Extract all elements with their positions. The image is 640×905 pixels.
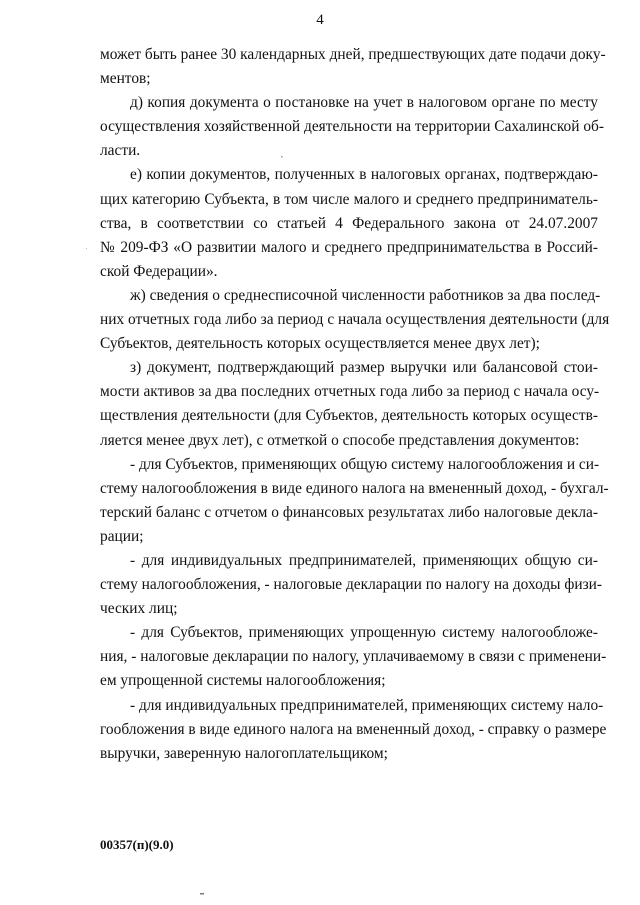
text-line: ласти. [100, 142, 141, 160]
text-line: осуществления хозяйственной деятельности на территории Сахалинской об- [100, 118, 604, 136]
text-line: ж) сведения о среднесписочной численности работников за два послед- [130, 286, 601, 304]
document-code: 00357(п)(9.0) [100, 837, 174, 852]
text-line: терский баланс с отчетом о финансовых результатах либо налоговые декла- [100, 503, 598, 521]
text-line: гообложения в виде единого налога на вмененный доход, - справку о размере [100, 720, 607, 738]
text-line: е) копии документов, полученных в налоговых органах, подтверждаю- [130, 166, 598, 184]
text-line: - для Субъектов, применяющих общую систему налогообложения и си- [130, 455, 600, 473]
text-line: может быть ранее 30 календарных дней, предшествующих дате подачи доку- [100, 46, 606, 63]
text-line: д) копия документа о постановке на учет в налоговом органе по месту [130, 94, 598, 112]
text-line: стему налогообложения в виде единого налога на вмененный доход, - бухгал- [100, 479, 609, 497]
text-line: ментов; [100, 70, 151, 88]
text-line: - для индивидуальных предпринимателей, применяющих общую си- [130, 551, 598, 569]
text-line: ществления деятельности (для Субъектов, деятельность которых осуществ- [100, 407, 598, 425]
text-line: ства, в соответствии со статьей 4 Федерального закона от 24.07.2007 [100, 214, 598, 232]
text-line: них отчетных года либо за период с начала осуществления деятельности (для [100, 311, 610, 329]
scan-speck [200, 893, 204, 895]
text-line: рации; [100, 527, 144, 545]
text-line: выручки, заверенную налогоплательщиком; [100, 744, 388, 762]
page-number: 4 [316, 12, 324, 28]
text-line: стему налогообложения, - налоговые декларации по налогу на доходы физи- [100, 576, 603, 594]
text-line: ем упрощенной системы налогообложения; [100, 672, 386, 690]
text-line: ской Федерации». [100, 262, 218, 280]
text-line: ляется менее двух лет), с отметкой о способе представления документов: [100, 431, 580, 449]
text-line: - для индивидуальных предпринимателей, применяющих систему нало- [130, 696, 604, 714]
text-line: № 209-ФЗ «О развитии малого и среднего предпринимательства в Россий- [100, 238, 598, 256]
text-line: з) документ, подтверждающий размер выручки или балансовой стои- [130, 359, 598, 377]
document-body [100, 43, 610, 766]
text-line: - для Субъектов, применяющих упрощенную систему налогообложе- [130, 624, 598, 642]
scan-speck [86, 248, 87, 249]
text-line: мости активов за два последних отчетных года либо за период с начала осу- [100, 383, 600, 401]
text-line: Субъектов, деятельность которых осуществляется менее двух лет); [100, 335, 540, 353]
text-line: ческих лиц; [100, 600, 178, 618]
text-line: щих категорию Субъекта, в том числе малого и среднего предприниматель- [100, 190, 598, 208]
text-line: ния, - налоговые декларации по налогу, уплачиваемому в связи с применени- [100, 648, 607, 666]
